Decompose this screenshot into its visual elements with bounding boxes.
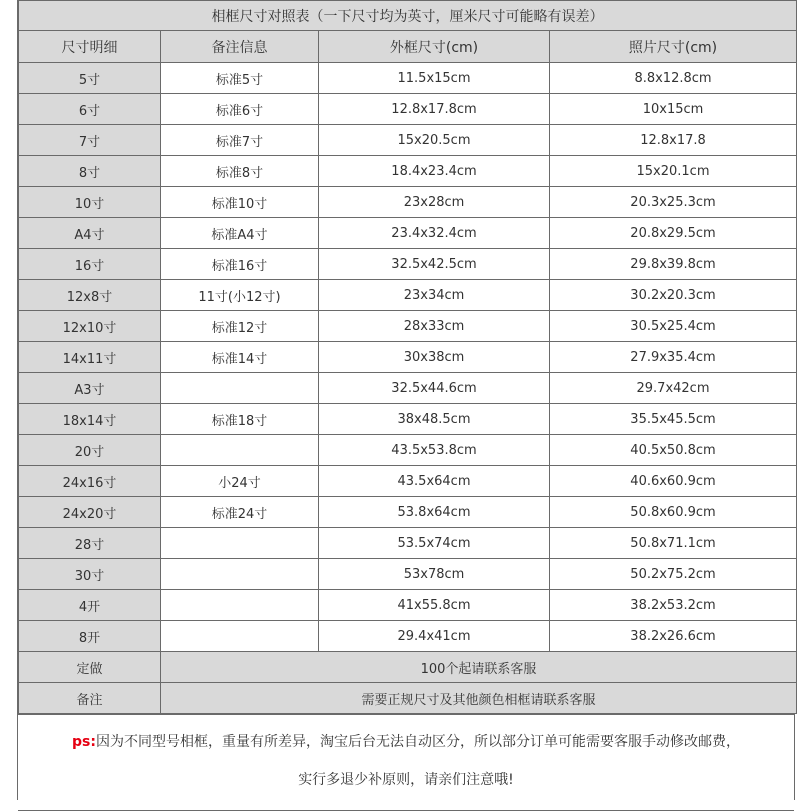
size-cell: 16寸 bbox=[19, 249, 161, 280]
frame-cell: 18.4x23.4cm bbox=[319, 156, 550, 187]
size-cell: 4开 bbox=[19, 590, 161, 621]
special-row bbox=[19, 683, 797, 714]
size-cell: 14x11寸 bbox=[19, 342, 161, 373]
table-row bbox=[19, 280, 797, 311]
special-text: 100个起请联系客服 bbox=[161, 652, 797, 683]
photo-cell: 50.8x71.1cm bbox=[550, 528, 797, 559]
note-cell: 标准10寸 bbox=[161, 187, 319, 218]
size-chart bbox=[17, 0, 795, 800]
frame-cell: 28x33cm bbox=[319, 311, 550, 342]
table-row bbox=[19, 621, 797, 652]
frame-cell: 12.8x17.8cm bbox=[319, 94, 550, 125]
header-note: 备注信息 bbox=[161, 31, 319, 63]
ps-line-2: 实行多退少补原则，请亲们注意哦! bbox=[298, 772, 514, 788]
size-cell: 18x14寸 bbox=[19, 404, 161, 435]
table-row bbox=[19, 311, 797, 342]
ps-tag: ps: bbox=[72, 734, 96, 750]
table-title: 相框尺寸对照表（一下尺寸均为英寸，厘米尺寸可能略有误差） bbox=[19, 1, 797, 31]
frame-cell: 32.5x42.5cm bbox=[319, 249, 550, 280]
size-cell: A4寸 bbox=[19, 218, 161, 249]
ps-line-1 bbox=[18, 715, 794, 753]
special-label: 定做 bbox=[19, 652, 161, 683]
table-row bbox=[19, 590, 797, 621]
note-cell: 标准12寸 bbox=[161, 311, 319, 342]
frame-cell: 30x38cm bbox=[319, 342, 550, 373]
size-cell: A3寸 bbox=[19, 373, 161, 404]
frame-cell: 53x78cm bbox=[319, 559, 550, 590]
note-cell: 标准18寸 bbox=[161, 404, 319, 435]
table-row bbox=[19, 125, 797, 156]
photo-cell: 10x15cm bbox=[550, 94, 797, 125]
table-row bbox=[19, 559, 797, 590]
note-cell: 标准7寸 bbox=[161, 125, 319, 156]
ps-text-1: 因为不同型号相框，重量有所差异，淘宝后台无法自动区分，所以部分订单可能需要客服手动修改邮费， bbox=[95, 734, 740, 750]
frame-cell: 15x20.5cm bbox=[319, 125, 550, 156]
frame-cell: 43.5x53.8cm bbox=[319, 435, 550, 466]
note-cell: 11寸(小12寸) bbox=[161, 280, 319, 311]
size-cell: 12x8寸 bbox=[19, 280, 161, 311]
photo-cell: 29.7x42cm bbox=[550, 373, 797, 404]
note-cell: 小24寸 bbox=[161, 466, 319, 497]
frame-cell: 29.4x41cm bbox=[319, 621, 550, 652]
size-cell: 7寸 bbox=[19, 125, 161, 156]
size-cell: 8寸 bbox=[19, 156, 161, 187]
frame-cell: 11.5x15cm bbox=[319, 63, 550, 94]
size-cell: 20寸 bbox=[19, 435, 161, 466]
note-cell bbox=[161, 373, 319, 404]
size-cell: 24x16寸 bbox=[19, 466, 161, 497]
photo-cell: 50.8x60.9cm bbox=[550, 497, 797, 528]
table-row bbox=[19, 218, 797, 249]
table-row bbox=[19, 249, 797, 280]
note-cell: 标准8寸 bbox=[161, 156, 319, 187]
table-row bbox=[19, 187, 797, 218]
frame-cell: 43.5x64cm bbox=[319, 466, 550, 497]
photo-cell: 40.5x50.8cm bbox=[550, 435, 797, 466]
frame-cell: 41x55.8cm bbox=[319, 590, 550, 621]
size-cell: 24x20寸 bbox=[19, 497, 161, 528]
note-cell: 标准6寸 bbox=[161, 94, 319, 125]
header-photo: 照片尺寸(cm) bbox=[550, 31, 797, 63]
table-row bbox=[19, 497, 797, 528]
note-cell bbox=[161, 559, 319, 590]
photo-cell: 20.8x29.5cm bbox=[550, 218, 797, 249]
frame-cell: 53.5x74cm bbox=[319, 528, 550, 559]
header-size: 尺寸明细 bbox=[19, 31, 161, 63]
frame-cell: 32.5x44.6cm bbox=[319, 373, 550, 404]
table-row bbox=[19, 342, 797, 373]
table-row bbox=[19, 528, 797, 559]
frame-cell: 53.8x64cm bbox=[319, 497, 550, 528]
frame-cell: 38x48.5cm bbox=[319, 404, 550, 435]
photo-cell: 40.6x60.9cm bbox=[550, 466, 797, 497]
size-cell: 12x10寸 bbox=[19, 311, 161, 342]
special-text: 需要正规尺寸及其他颜色相框请联系客服 bbox=[161, 683, 797, 714]
frame-cell: 23x28cm bbox=[319, 187, 550, 218]
size-cell: 8开 bbox=[19, 621, 161, 652]
photo-cell: 29.8x39.8cm bbox=[550, 249, 797, 280]
note-cell: 标准14寸 bbox=[161, 342, 319, 373]
note-cell bbox=[161, 435, 319, 466]
header-frame: 外框尺寸(cm) bbox=[319, 31, 550, 63]
photo-cell: 30.5x25.4cm bbox=[550, 311, 797, 342]
table-row bbox=[19, 435, 797, 466]
photo-cell: 35.5x45.5cm bbox=[550, 404, 797, 435]
special-label: 备注 bbox=[19, 683, 161, 714]
photo-cell: 15x20.1cm bbox=[550, 156, 797, 187]
photo-cell: 27.9x35.4cm bbox=[550, 342, 797, 373]
note-cell: 标准16寸 bbox=[161, 249, 319, 280]
photo-cell: 50.2x75.2cm bbox=[550, 559, 797, 590]
photo-cell: 20.3x25.3cm bbox=[550, 187, 797, 218]
note-cell bbox=[161, 621, 319, 652]
photo-cell: 8.8x12.8cm bbox=[550, 63, 797, 94]
size-cell: 30寸 bbox=[19, 559, 161, 590]
photo-cell: 38.2x53.2cm bbox=[550, 590, 797, 621]
photo-cell: 30.2x20.3cm bbox=[550, 280, 797, 311]
table-row bbox=[19, 404, 797, 435]
photo-cell: 12.8x17.8 bbox=[550, 125, 797, 156]
note-cell: 标准5寸 bbox=[161, 63, 319, 94]
frame-cell: 23x34cm bbox=[319, 280, 550, 311]
frame-cell: 23.4x32.4cm bbox=[319, 218, 550, 249]
table-row bbox=[19, 94, 797, 125]
table-row bbox=[19, 373, 797, 404]
size-cell: 6寸 bbox=[19, 94, 161, 125]
special-row bbox=[19, 652, 797, 683]
size-cell: 5寸 bbox=[19, 63, 161, 94]
table-row bbox=[19, 156, 797, 187]
size-cell: 10寸 bbox=[19, 187, 161, 218]
size-cell: 28寸 bbox=[19, 528, 161, 559]
size-table bbox=[18, 0, 797, 714]
photo-cell: 38.2x26.6cm bbox=[550, 621, 797, 652]
ps-notice bbox=[18, 714, 794, 811]
table-row bbox=[19, 63, 797, 94]
note-cell bbox=[161, 528, 319, 559]
note-cell: 标准A4寸 bbox=[161, 218, 319, 249]
note-cell: 标准24寸 bbox=[161, 497, 319, 528]
note-cell bbox=[161, 590, 319, 621]
table-row bbox=[19, 466, 797, 497]
